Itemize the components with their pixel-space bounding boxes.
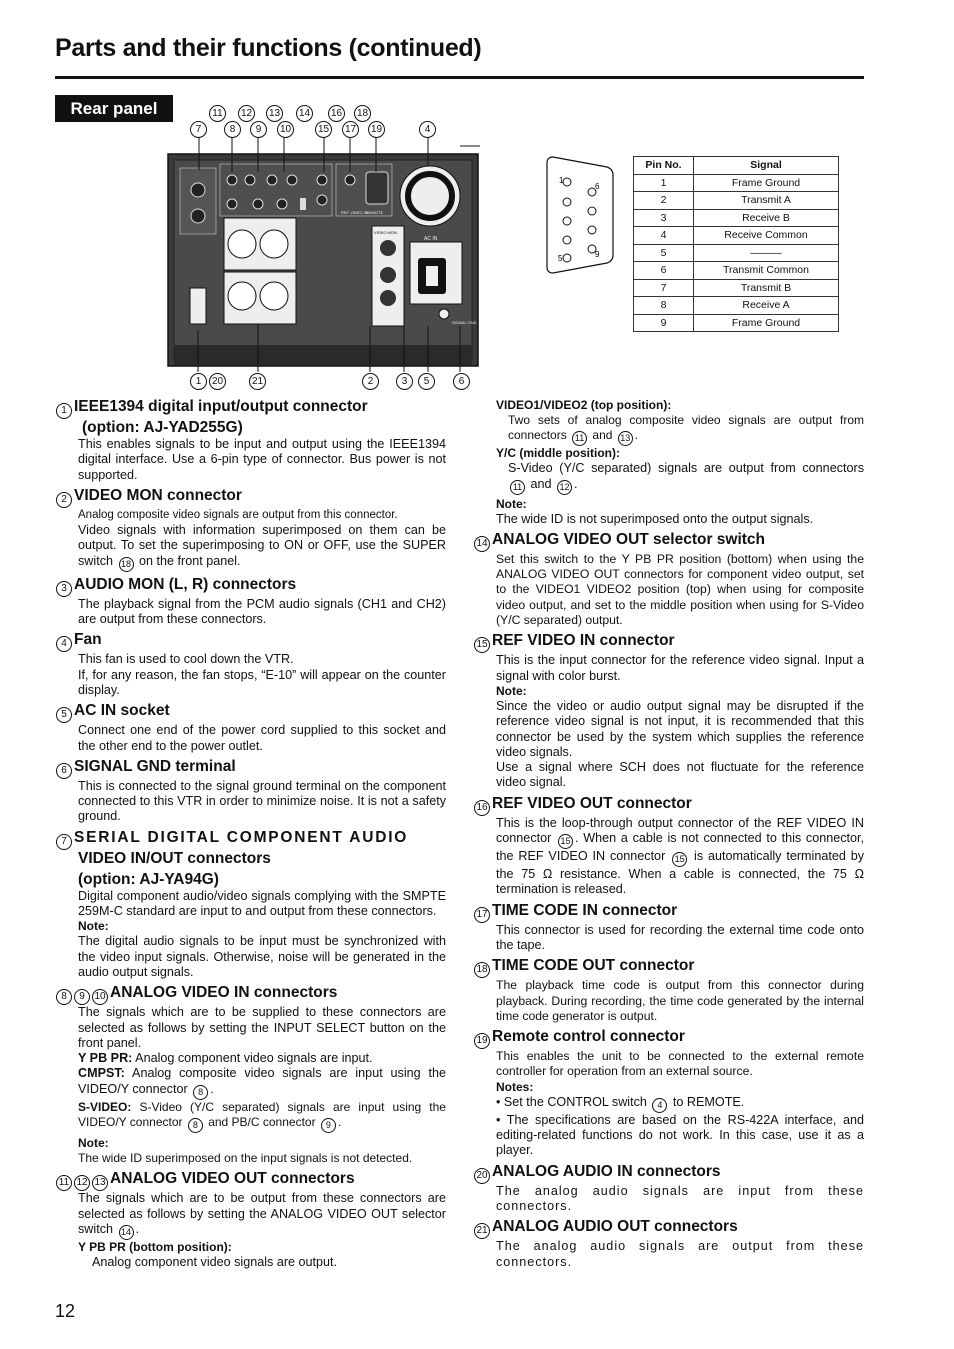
table-row: [634, 279, 839, 297]
section-title: ANALOG AUDIO OUT connectors: [492, 1218, 738, 1236]
item-number: 14: [474, 536, 490, 552]
pin-no: 6: [634, 262, 694, 280]
section-title: TIME CODE OUT connector: [492, 957, 695, 975]
ref-number: 18: [119, 557, 134, 572]
note-text: The digital audio signals to be input must be synchronized with the video input signals. Otherwise, noise will be generated in the audio output signals.: [78, 934, 446, 979]
item-number: 18: [474, 962, 490, 978]
section-text: This is the loop-through output connector of the REF VIDEO IN connector: [496, 815, 864, 846]
pin-no: 1: [634, 174, 694, 192]
section-text: If, for any reason, the fan stops, “E-10” will appear on the counter display.: [78, 667, 446, 697]
ref-number: 13: [618, 431, 633, 446]
callout-9: 9: [250, 121, 267, 138]
section-14: [474, 531, 864, 628]
option-label: Y PB PR:: [78, 1051, 133, 1066]
section-11-continued: VIDEO1/VIDEO2 (top position): Two sets of analog composite video signals are output from connectors 11 and 13 . Y/C (middle position): S-Video (Y/C separated) signals are output from connectors 11 and 12 . Note: The wide ID is not superimposed onto the output signals.: [496, 398, 864, 526]
callout-20: 20: [209, 373, 226, 390]
title-rule: [55, 76, 864, 79]
ref-number: 14: [119, 1225, 134, 1240]
right-column: [474, 398, 864, 1274]
rear-panel-label: Rear panel: [55, 95, 173, 122]
item-number: 8: [56, 989, 72, 1005]
note-text: The wide ID superimposed on the input signals is not detected.: [78, 1151, 413, 1166]
section-title: REF VIDEO IN connector: [492, 632, 675, 650]
section-title: IEEE1394 digital input/output connector: [74, 398, 368, 415]
and-text: and: [530, 476, 552, 491]
item-number: 6: [56, 763, 72, 779]
rear-panel-diagram: [160, 100, 480, 400]
table-row: [634, 174, 839, 192]
table-row: [634, 297, 839, 315]
callout-10: 10: [277, 121, 294, 138]
ref-number: 15: [558, 834, 573, 849]
note-text: Use a signal where SCH does not fluctuate for the reference video signal.: [496, 760, 864, 790]
section-text: Video signals with information superimposed on them can be output. To set the superimposing to ON or OFF, use the SUPER switch: [78, 523, 446, 568]
pin-signal: Frame Ground: [694, 174, 839, 192]
ref-video-in-label: REF VIDEO IN: [341, 210, 368, 215]
section-text: The signals which are to be supplied to these connectors are selected as follows by setting the INPUT SELECT button on the front panel.: [78, 1005, 446, 1050]
item-number: 15: [474, 637, 490, 653]
section-text: . When a cable is not connected to this connector, the REF VIDEO IN connector: [496, 831, 865, 864]
callout-3: 3: [396, 373, 413, 390]
item-number: 16: [474, 800, 490, 816]
ref-number: 9: [321, 1118, 336, 1133]
table-row: [634, 209, 839, 227]
pin-no: 7: [634, 279, 694, 297]
section-20: [474, 1163, 864, 1215]
section-15: [474, 632, 864, 790]
callout-7: 7: [190, 121, 207, 138]
pin-label-9: 9: [595, 250, 600, 259]
section-title-line2: VIDEO IN/OUT connectors: [78, 849, 271, 867]
section-text: This fan is used to cool down the VTR.: [78, 652, 294, 667]
section-3: [56, 576, 446, 628]
item-number: 9: [74, 989, 90, 1005]
section-18: [474, 957, 864, 1024]
callout-14: 14: [296, 105, 313, 122]
ref-number: 15: [672, 852, 687, 867]
section-text: This is connected to the signal ground terminal on the component connected to this VTR in order to minimize noise. It is not a safety ground.: [78, 778, 446, 824]
section-text: This enables the unit to be connected to the external remote controller for operation from an external source.: [496, 1049, 864, 1079]
option-text: S-Video (Y/C separated) signals are output from connectors: [508, 461, 864, 476]
bullet-text: to REMOTE.: [672, 1094, 745, 1109]
option-text: Analog component video signals are input.: [135, 1051, 373, 1066]
pin-signal: Frame Ground: [694, 314, 839, 332]
note-label: Note:: [78, 919, 109, 934]
item-number: 21: [474, 1223, 490, 1239]
section-title: VIDEO MON connector: [74, 486, 242, 504]
ref-number: 11: [510, 480, 525, 495]
signal-gnd-label: SIGNAL GND: [452, 320, 477, 325]
pin-table: [633, 156, 839, 332]
callout-1: 1: [190, 373, 207, 390]
item-number: 4: [56, 636, 72, 652]
section-title: AUDIO MON (L, R) connectors: [74, 575, 297, 593]
section-title: AC IN socket: [74, 702, 170, 720]
and-text: and: [592, 428, 613, 443]
ac-in-label: AC IN: [424, 236, 438, 242]
section-text: The playback time code is output from this connector during playback. During recording, the time code generated by the internal time code generator is output.: [496, 978, 864, 1023]
pin-no: 5: [634, 244, 694, 262]
pin-no: 9: [634, 314, 694, 332]
pin-signal: Transmit Common: [694, 262, 839, 280]
callout-4: 4: [419, 121, 436, 138]
option-label: Y/C (middle position):: [496, 446, 620, 461]
pin-no: 3: [634, 209, 694, 227]
section-text: The playback signal from the PCM audio signals (CH1 and CH2) are output from these connectors.: [78, 596, 446, 627]
section-5: [56, 702, 446, 754]
item-number: 2: [56, 492, 72, 508]
section-title: SIGNAL GND terminal: [74, 757, 236, 775]
option-label: CMPST:: [78, 1066, 125, 1081]
section-text: on the front panel.: [139, 553, 241, 568]
section-title: SERIAL DIGITAL COMPONENT AUDIO: [74, 828, 409, 846]
callout-8: 8: [224, 121, 241, 138]
note-text: The wide ID is not superimposed onto the output signals.: [496, 511, 814, 526]
item-number: 1: [56, 403, 72, 419]
item-number: 13: [92, 1175, 108, 1191]
option-label: S-VIDEO:: [78, 1099, 132, 1114]
pin-signal: Receive Common: [694, 227, 839, 245]
pin-label-1: 1: [559, 176, 564, 185]
section-2: [56, 487, 446, 572]
page-title: Parts and their functions (continued): [55, 34, 482, 62]
pin-no: 8: [634, 297, 694, 315]
table-row: [634, 262, 839, 280]
left-column: [56, 398, 446, 1274]
option-label: VIDEO1/VIDEO2 (top position):: [496, 398, 672, 412]
option-text: Analog composite video signals are input using the VIDEO/Y connector: [78, 1066, 446, 1096]
table-row: [634, 192, 839, 210]
section-4: [56, 631, 446, 698]
pin-no: 4: [634, 227, 694, 245]
item-number: 7: [56, 834, 72, 850]
item-number: 17: [474, 907, 490, 923]
section-text: Connect one end of the power cord supplied to this socket and the other end to the power outlet.: [78, 723, 446, 753]
ref-number: 12: [557, 480, 572, 495]
note-text: Since the video or audio output signal may be disrupted if the reference video signal is not input, it is recommended that this connector be used by the system which supplies the reference video signals.: [496, 698, 864, 759]
note-label: Note:: [496, 683, 527, 698]
section-text: Analog composite video signals are output from this connector.: [78, 508, 398, 521]
callout-5: 5: [418, 373, 435, 390]
item-number: 20: [474, 1168, 490, 1184]
pin-no: 2: [634, 192, 694, 210]
section-text: Digital component audio/video signals complying with the SMPTE 259M-C standard are input to and output from these connectors.: [78, 888, 446, 919]
option-label: Y PB PR (bottom position):: [78, 1239, 232, 1254]
pin-signal: Receive A: [694, 297, 839, 315]
pin-signal: Transmit A: [694, 192, 839, 210]
section-title: Fan: [74, 631, 102, 649]
callout-21: 21: [249, 373, 266, 390]
table-row: [634, 314, 839, 332]
bullet-text: • The specifications are based on the RS-422A interface, and editing-related functions do not work. In this case, use it as a player.: [496, 1112, 864, 1158]
item-number: 12: [74, 1175, 90, 1191]
section-title: ANALOG VIDEO OUT connectors: [110, 1170, 355, 1188]
section-7: [56, 829, 446, 980]
section-text: This connector is used for recording the external time code onto the tape.: [496, 922, 864, 952]
option-text: S-Video (Y/C separated) signals are input using the VIDEO/Y connector: [78, 1099, 446, 1130]
bullet-text: • Set the CONTROL switch: [496, 1094, 647, 1109]
note-label: Note:: [78, 1136, 109, 1151]
section-text: The analog audio signals are input from these connectors.: [496, 1183, 864, 1213]
option-text: Analog component video signals are output.: [92, 1254, 338, 1269]
section-text: This enables signals to be input and output using the IEEE1394 digital interface. Use a 6-pin type of connector. Bus power is not supported.: [78, 437, 446, 482]
section-text: The signals which are to be output from these connectors are selected as follows by setting the ANALOG VIDEO OUT selector switch: [78, 1191, 446, 1236]
callout-11: 11: [209, 105, 226, 122]
callout-13: 13: [266, 105, 283, 122]
video-mon-label: VIDEO MON: [374, 230, 397, 235]
section-6: [56, 758, 446, 825]
item-number: 10: [92, 989, 108, 1005]
section-8-10: 8 9 10 ANALOG VIDEO IN connectors The signals which are to be supplied to these connectors are selected as follows by setting the INPUT SELECT button on the front panel. Y PB PR: Analog component video signals are input. CMPST: Analog composite video signals are input using the VIDEO/Y connector 8 . S-VIDEO: S-Video (Y/C separated) signals are input using the VIDEO/Y connector 8 and PB/C connector 9 . Note: The wide ID superimposed on the input signals is not detected.: [56, 984, 446, 1166]
option-text: and PB/C connector: [208, 1115, 316, 1130]
callout-16: 16: [328, 105, 345, 122]
section-11-13: 11 12 13 ANALOG VIDEO OUT connectors The signals which are to be output from these connectors are selected as follows by setting the ANALOG VIDEO OUT selector switch 14 . Y PB PR (bottom position): Analog component video signals are output.: [56, 1170, 446, 1270]
table-row: [634, 244, 839, 262]
section-title: ANALOG VIDEO IN connectors: [110, 984, 338, 1002]
pin-label-6: 6: [595, 182, 600, 191]
callout-17: 17: [342, 121, 359, 138]
pin-label-5: 5: [558, 254, 563, 263]
ref-number: 4: [652, 1098, 667, 1113]
table-row: [634, 227, 839, 245]
page-number: 12: [55, 1301, 76, 1321]
ref-number: 11: [572, 431, 587, 446]
callout-18: 18: [354, 105, 371, 122]
section-19: [474, 1028, 864, 1158]
notes-label: Notes:: [496, 1079, 534, 1094]
note-label: Note:: [496, 496, 527, 511]
pin-signal: Transmit B: [694, 279, 839, 297]
item-number: 11: [56, 1175, 72, 1191]
item-number: 5: [56, 707, 72, 723]
section-title: Remote control connector: [492, 1028, 685, 1046]
callout-2: 2: [362, 373, 379, 390]
callout-6: 6: [453, 373, 470, 390]
ref-number: 8: [193, 1085, 208, 1100]
callout-12: 12: [238, 105, 255, 122]
callout-19: 19: [368, 121, 385, 138]
section-text: The analog audio signals are output from these connectors.: [496, 1239, 864, 1269]
section-title: REF VIDEO OUT connector: [492, 794, 692, 812]
section-text: Set this switch to the Y PB PR position (bottom) when using the ANALOG VIDEO OUT connectors for component video output, set to the VIDEO1 VIDEO2 position (top) when using for composite video output, and set to the middle position when using for S-Video (Y/C separated) output.: [496, 551, 864, 628]
section-17: [474, 902, 864, 954]
option-text: Two sets of analog composite video signals are output from connectors: [508, 413, 864, 443]
section-16: [474, 795, 864, 898]
section-text: This is the input connector for the reference video signal. Input a signal with color burst.: [496, 653, 864, 683]
pin-signal: Receive B: [694, 209, 839, 227]
remote-connector-pinout: [545, 155, 615, 275]
section-title-line2: (option: AJ-YAD255G): [82, 419, 243, 436]
item-number: 3: [56, 581, 72, 597]
section-title-line3: (option: AJ-YA94G): [78, 870, 219, 888]
section-text: is automatically terminated by the 75 Ω resistance. When a cable is connected, the 75 Ω termination is released.: [496, 849, 865, 897]
section-21: [474, 1218, 864, 1270]
pin-header-no: Pin No.: [634, 157, 694, 175]
section-title: ANALOG VIDEO OUT selector switch: [492, 530, 766, 548]
callout-15: 15: [315, 121, 332, 138]
section-1: [56, 398, 446, 483]
section-title: TIME CODE IN connector: [492, 901, 678, 919]
section-title: ANALOG AUDIO IN connectors: [492, 1162, 721, 1180]
pin-signal: ———: [694, 244, 839, 262]
item-number: 19: [474, 1033, 490, 1049]
ref-number: 8: [188, 1118, 203, 1133]
remote-label: REMOTE: [366, 210, 384, 215]
pin-header-signal: Signal: [694, 157, 839, 175]
